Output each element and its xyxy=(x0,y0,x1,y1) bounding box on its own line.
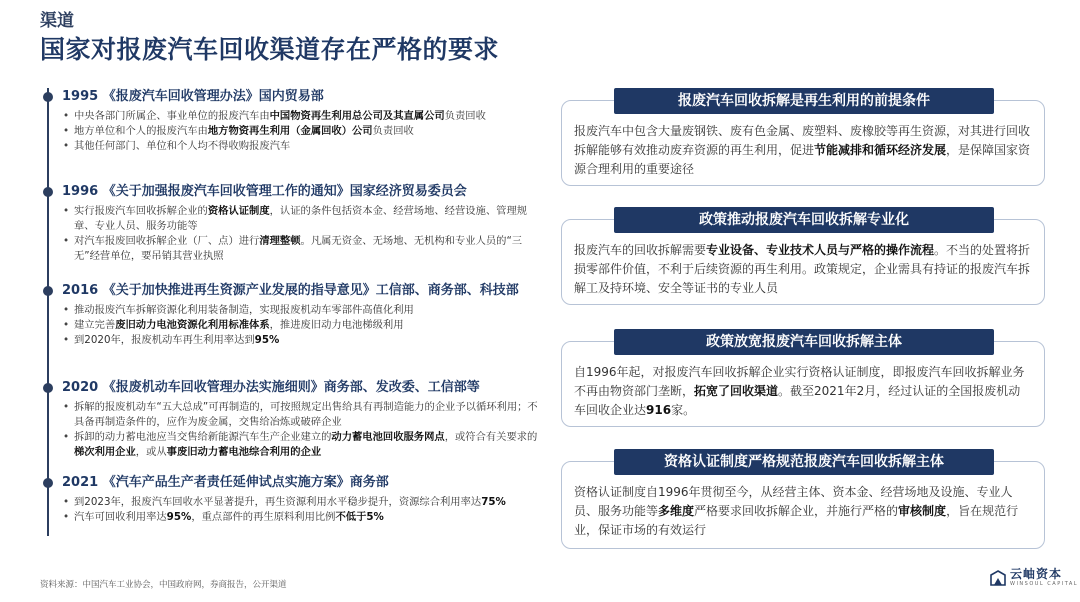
timeline-entry-1995 xyxy=(62,88,542,154)
timeline-heading: 2016 《关于加快推进再生资源产业发展的指导意见》工信部、商务部、科技部 xyxy=(62,283,519,298)
timeline-dot xyxy=(43,383,53,393)
section-tag: 渠道 xyxy=(40,11,74,31)
timeline-item: • 拆卸的动力蓄电池应当交售给新能源汽车生产企业建立的动力蓄电池回收服务网点，或符合有关要求的梯次利用企业，或从事废旧动力蓄电池综合利用的企业 xyxy=(62,430,542,460)
source-note: 资料来源：中国汽车工业协会，中国政府网，券商报告，公开渠道 xyxy=(40,580,287,590)
card-text: 报废汽车中包含大量废钢铁、废有色金属、废塑料、废橡胶等再生资源，对其进行回收拆解能够有效推动废弃资源的再生利用，促进节能减排和循环经济发展，是保障国家资源合理利用的重要途径 xyxy=(574,124,1031,176)
card-professionalization xyxy=(561,212,1045,305)
timeline-heading: 2021 《汽车产品生产者责任延伸试点实施方案》商务部 xyxy=(62,475,389,490)
timeline-heading: 1995 《报废汽车回收管理办法》国内贸易部 xyxy=(62,89,324,104)
timeline-entry-2021 xyxy=(62,474,542,525)
timeline-item: • 推动报废汽车拆解资源化利用装备制造，实现报废机动车零部件高值化利用 xyxy=(62,303,542,318)
timeline-item: • 建立完善废旧动力电池资源化利用标准体系，推进废旧动力电池梯级利用 xyxy=(62,318,542,333)
timeline-entry-2016 xyxy=(62,282,542,348)
card-text: 资格认证制度自1996年贯彻至今，从经营主体、资本金、经营场地及设施、专业人员、服务功能等多维度严格要求回收拆解企业，并施行严格的审核制度，旨在规范行业，保证市场的有效运行 xyxy=(574,485,1019,537)
timeline-list xyxy=(62,303,542,348)
timeline-heading: 1996 《关于加强报废汽车回收管理工作的通知》国家经济贸易委员会 xyxy=(62,184,467,199)
timeline-item: • 实行报废汽车回收拆解企业的资格认证制度，认证的条件包括资本金、经营场地、经营设施、管理规章、专业人员、服务功能等 xyxy=(62,204,542,234)
card-certification xyxy=(561,454,1045,549)
card-title: 资格认证制度严格规范报废汽车回收拆解主体 xyxy=(614,449,994,475)
timeline-dot xyxy=(43,92,53,102)
timeline-dot xyxy=(43,286,53,296)
timeline-item: • 到2020年，报废机动车再生利用率达到95% xyxy=(62,333,542,348)
timeline-entry-1996 xyxy=(62,183,542,264)
timeline-line xyxy=(47,88,49,536)
logo-name: 云岫资本 xyxy=(1010,567,1063,581)
card-text: 自1996年起，对报废汽车回收拆解企业实行资格认证制度，即报废汽车回收拆解业务不再由物资部门垄断，拓宽了回收渠道。截至2021年2月，经过认证的全国报废机动车回收企业达916家。 xyxy=(574,365,1025,417)
logo-tagline: WINSOUL CAPITAL xyxy=(1010,581,1079,587)
timeline-dot xyxy=(43,478,53,488)
timeline-heading: 2020 《报废机动车回收管理办法实施细则》商务部、发改委、工信部等 xyxy=(62,380,480,395)
card-title: 报废汽车回收拆解是再生利用的前提条件 xyxy=(614,88,994,114)
timeline-item: • 对汽车报废回收拆解企业（厂、点）进行清理整顿。凡属无资金、无场地、无机构和专业人员的“三无”经营单位，要吊销其营业执照 xyxy=(62,234,542,264)
card-text: 报废汽车的回收拆解需要专业设备、专业技术人员与严格的操作流程。不当的处置将折损零部件价值，不利于后续资源的再生利用。政策规定，企业需具有持证的报废汽车拆解工及持环境、安全等证书的专业人员 xyxy=(574,243,1031,295)
card-relaxed-entities xyxy=(561,334,1045,427)
timeline-item: • 汽车可回收利用率达95%，重点部件的再生原料利用比例不低于5% xyxy=(62,510,542,525)
timeline-item: • 中央各部门所属企、事业单位的报废汽车由中国物资再生利用总公司及其直属公司负责回收 xyxy=(62,109,542,124)
timeline-list xyxy=(62,204,542,264)
timeline-list xyxy=(62,400,542,460)
timeline-list xyxy=(62,109,542,154)
card-title: 政策放宽报废汽车回收拆解主体 xyxy=(614,329,994,355)
timeline-dot xyxy=(43,187,53,197)
timeline-item: • 其他任何部门、单位和个人均不得收购报废汽车 xyxy=(62,139,542,154)
card-title: 政策推动报废汽车回收拆解专业化 xyxy=(614,207,994,233)
timeline-item: • 拆解的报废机动车“五大总成”可再制造的，可按照规定出售给具有再制造能力的企业予以循环利用；不具备再制造条件的，应作为废金属，交售给冶炼或破碎企业 xyxy=(62,400,542,430)
brand-logo xyxy=(990,568,1078,587)
timeline-entry-2020 xyxy=(62,379,542,460)
timeline-item: • 地方单位和个人的报废汽车由地方物资再生利用（金属回收）公司负责回收 xyxy=(62,124,542,139)
page-title: 国家对报废汽车回收渠道存在严格的要求 xyxy=(40,35,500,64)
timeline-list xyxy=(62,495,542,525)
timeline-item: • 到2023年，报废汽车回收水平显著提升，再生资源利用水平稳步提升，资源综合利用率达75% xyxy=(62,495,542,510)
card-recycling-premise xyxy=(561,93,1045,186)
logo-icon xyxy=(990,570,1006,586)
